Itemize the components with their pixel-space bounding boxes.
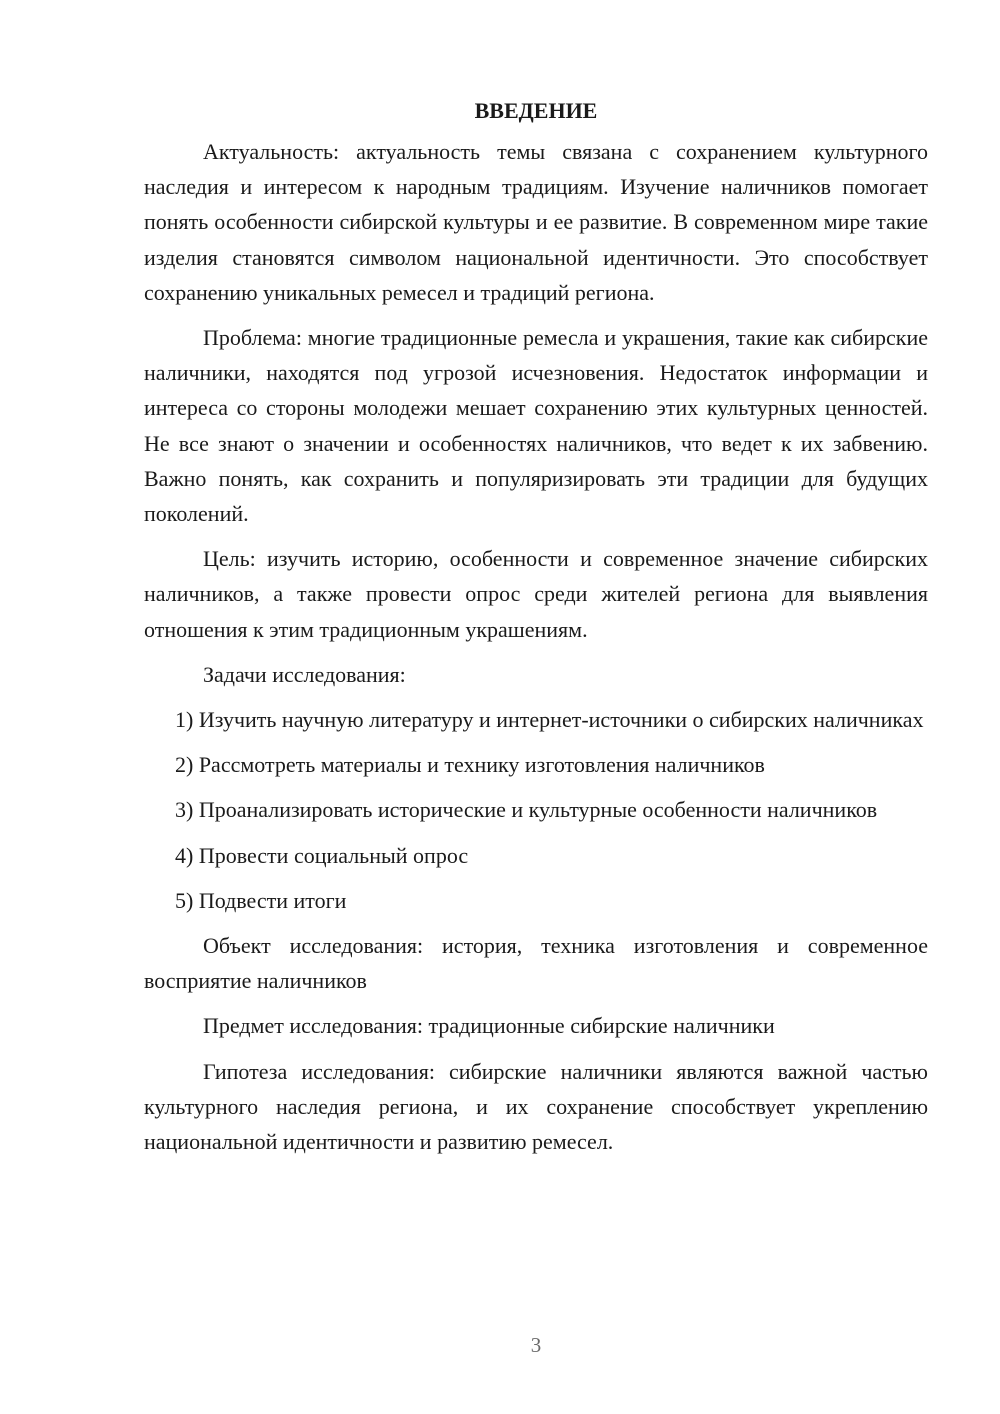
task-item-5: 5) Подвести итоги <box>175 887 347 913</box>
document-page <box>144 95 928 1169</box>
task-item-2: 2) Рассмотреть материалы и технику изготовления наличников <box>175 752 765 778</box>
task-item-3: 3) Проанализировать исторические и культурные особенности наличников <box>175 797 878 823</box>
paragraph-object: Объект исследования: история, техника изготовления и современное восприятие наличников <box>144 933 928 994</box>
paragraph-hypothesis: Гипотеза исследования: сибирские наличники являются важной частью культурного наследия региона, и их сохранение способствует укреплению национальной идентичности и развитию ремесел. <box>144 1058 928 1155</box>
paragraph-goal: Цель: изучить историю, особенности и современное значение сибирских наличников, а также провести опрос среди жителей региона для выявления отношения к этим традиционным украшениям. <box>144 546 928 642</box>
task-item-4: 4) Провести социальный опрос <box>175 842 469 868</box>
tasks-title: Задачи исследования: <box>203 661 406 687</box>
paragraph-problem: Проблема: многие традиционные ремесла и украшения, такие как сибирские наличники, находятся под угрозой исчезновения. Недостаток информации и интереса со стороны молодежи мешает сохранению этих культурных ценностей. Не все знают о значении и особенностях наличников, что ведет к их забвению. Важно понять, как сохранить и популяризировать эти традиции для будущих поколений. <box>144 325 928 527</box>
paragraph-subject: Предмет исследования: традиционные сибирские наличники <box>203 1013 775 1039</box>
section-heading: ВВЕДЕНИЕ <box>474 98 598 123</box>
paragraph-relevance: Актуальность: актуальность темы связана с сохранением культурного наследия и интересом к народным традициям. Изучение наличников помогает понять особенности сибирской культуры и ее развитие. В современном мире такие изделия становятся символом национальной идентичности. Это способствует сохранению уникальных ремесел и традиций региона. <box>144 139 928 305</box>
task-item-1: 1) Изучить научную литературу и интернет-источники о сибирских наличниках <box>175 707 924 733</box>
page-number: 3 <box>530 1333 542 1357</box>
